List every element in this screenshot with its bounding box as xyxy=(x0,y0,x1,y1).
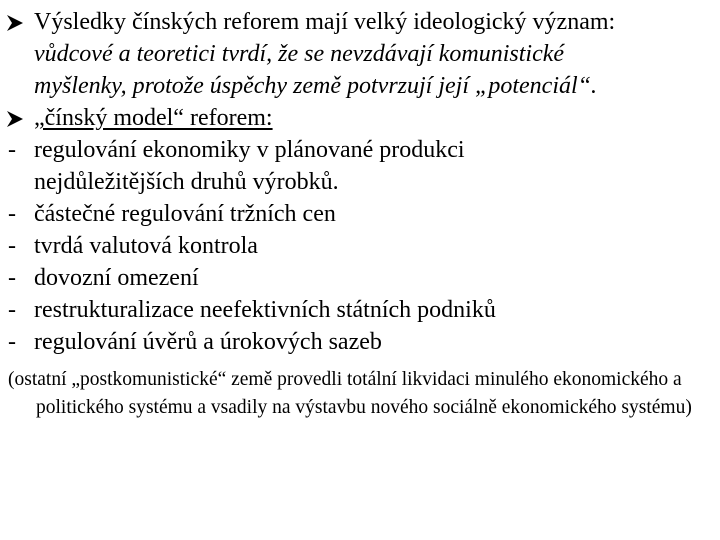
dash-item xyxy=(6,198,712,230)
dash-item xyxy=(6,134,712,198)
arrow-icon xyxy=(6,102,34,128)
dash-item-line: regulování ekonomiky v plánované produkci xyxy=(34,137,465,163)
dash-item xyxy=(6,294,712,326)
bullet-line: Výsledky čínských reforem mají velký ideologický význam: xyxy=(34,9,616,35)
arrow-icon xyxy=(6,6,34,32)
dash-item-line: tvrdá valutová kontrola xyxy=(34,233,258,259)
dash-item xyxy=(6,326,712,358)
dash-marker: - xyxy=(8,329,16,355)
dash-item xyxy=(6,230,712,262)
footnote: (ostatní „postkomunistické“ země provedli totální likvidaci minulého ekonomického a politického systému a vsadily na výstavbu nového sociálně ekonomického systému) xyxy=(8,369,692,418)
dash-item-line: restrukturalizace neefektivních státních podniků xyxy=(34,297,496,323)
dash-marker: - xyxy=(8,297,16,323)
dash-item-line: nejdůležitějších druhů výrobků. xyxy=(34,169,339,195)
bullet-chinese-model xyxy=(6,102,712,134)
bullet-heading: „čínský model“ reforem: xyxy=(34,105,273,131)
bullet-reform-results xyxy=(6,6,712,102)
dash-item-line: dovozní omezení xyxy=(34,265,199,291)
dash-marker: - xyxy=(8,201,16,227)
dash-marker: - xyxy=(8,233,16,259)
dash-marker: - xyxy=(8,137,16,163)
dash-item-line: částečné regulování tržních cen xyxy=(34,201,336,227)
dash-marker: - xyxy=(8,265,16,291)
dash-item-line: regulování úvěrů a úrokových sazeb xyxy=(34,329,382,355)
dash-item xyxy=(6,262,712,294)
bullet-line: myšlenky, protože úspěchy země potvrzují její „potenciál“. xyxy=(34,73,598,99)
bullet-line: vůdcové a teoretici tvrdí, že se nevzdávají komunistické xyxy=(34,41,565,67)
